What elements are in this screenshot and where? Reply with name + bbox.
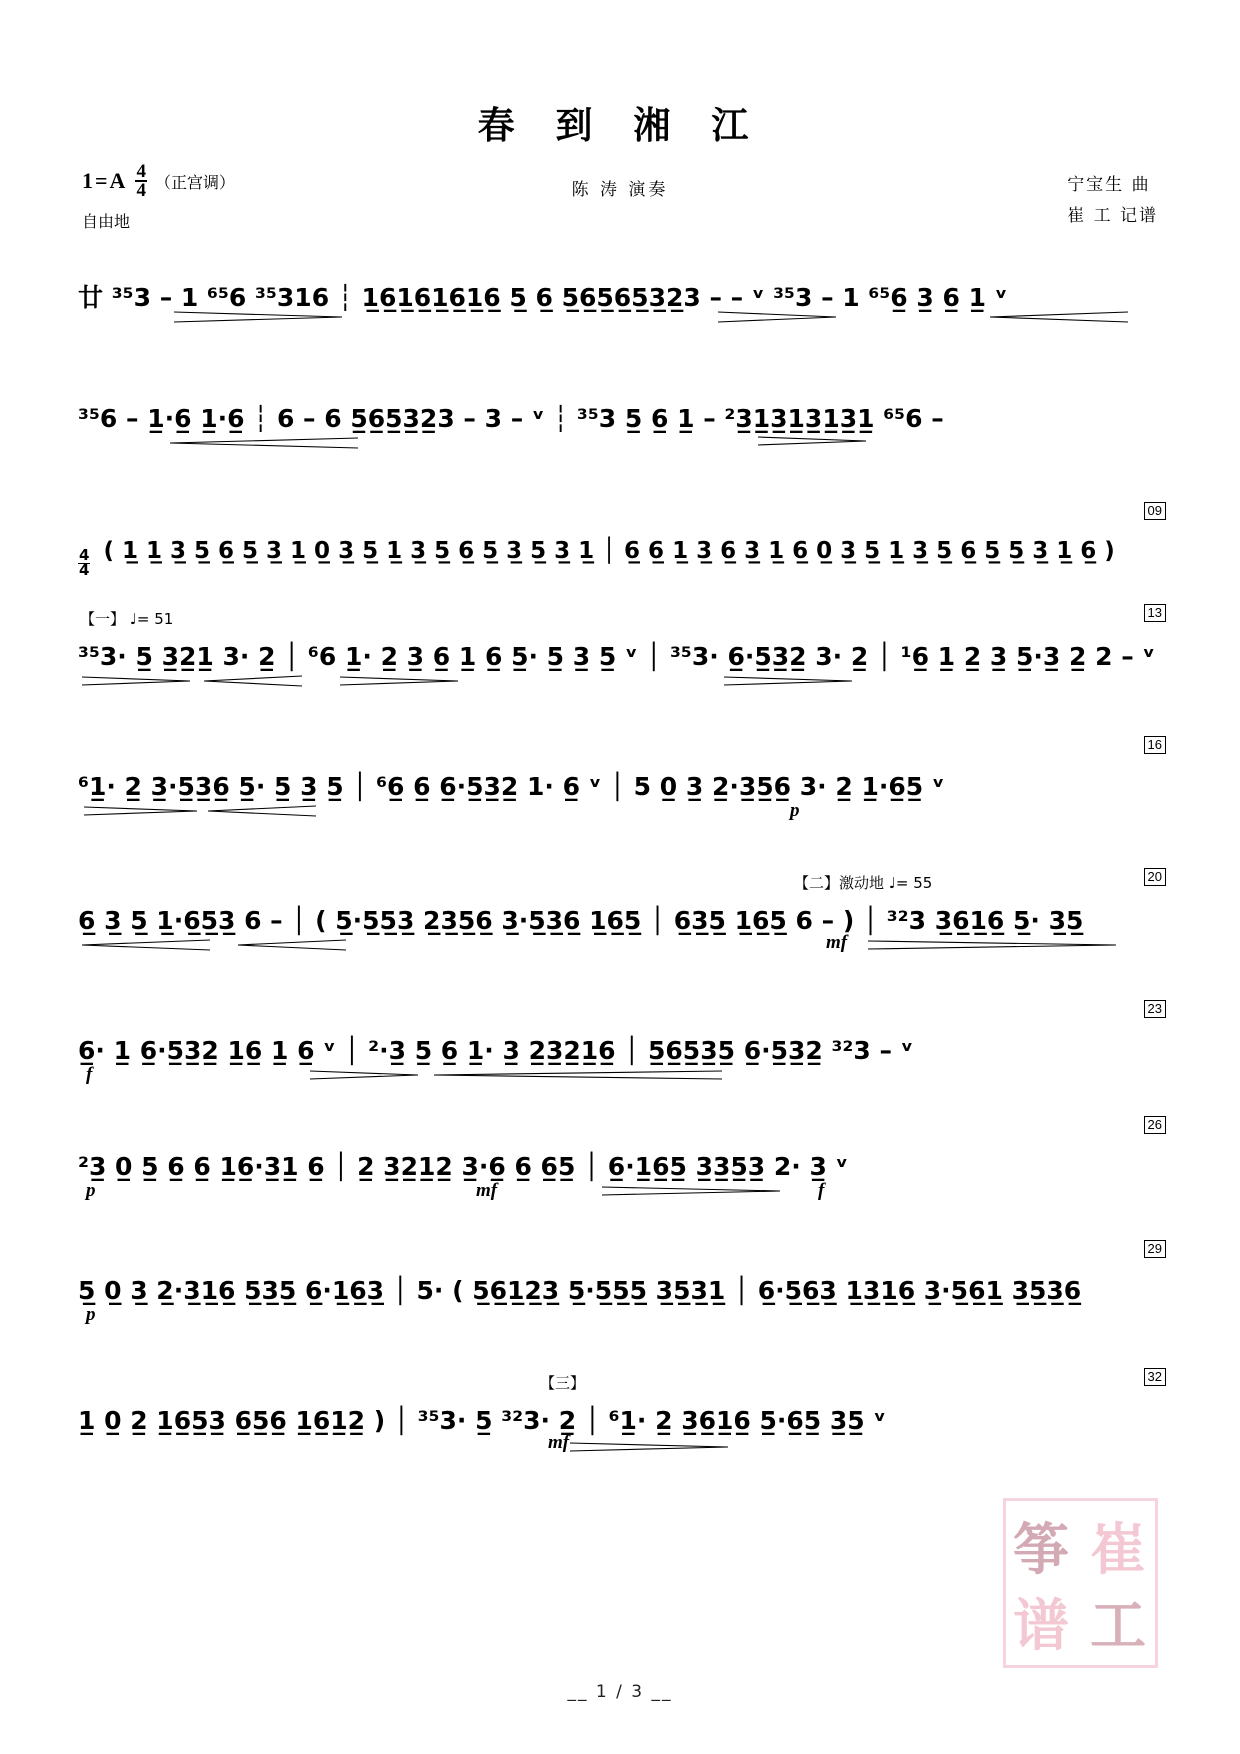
bar-number-13: 13 — [1144, 604, 1166, 622]
music-system-10 — [78, 1369, 1164, 1460]
bar-number-32: 32 — [1144, 1368, 1166, 1386]
music-system-8 — [78, 1117, 1164, 1208]
watermark-char-4: 工 — [1090, 1594, 1146, 1659]
crescendo-hairpin — [602, 1184, 782, 1194]
music-notes-8: ²3̲ 0̲ 5̲ 6̲ 6̲ 1̲6̲·3̲1̲ 6̲ │ 2̲ 3̲2̲1̲2̲ 3̲·6̲ 6̲ 6̲5̲ │ 6̲·1̲6̲5̲ 3̲3̲5̲3̲ 2· 3̲ ᵛ — [78, 1152, 849, 1181]
performer-credit: 陈 涛 演奏 — [571, 180, 669, 200]
music-system-9 — [78, 1241, 1164, 1332]
bar-number-16: 16 — [1144, 736, 1166, 754]
dynamic-p: p — [86, 1304, 96, 1325]
music-system-1 — [78, 252, 1164, 338]
crescendo-hairpin — [340, 674, 460, 684]
section-label-2: 【二】激动地 — [794, 874, 885, 892]
bar-number-26: 26 — [1144, 1116, 1166, 1134]
page-title: 春 到 湘 江 — [477, 104, 763, 147]
dynamic-p: p — [790, 800, 800, 821]
music-notes-3 — [78, 538, 1164, 577]
dynamic-mf: mf — [476, 1180, 498, 1201]
key-prefix: 1 — [82, 168, 93, 194]
crescendo-hairpin — [758, 434, 868, 444]
dynamic-f: f — [86, 1064, 93, 1085]
crescendo-hairpin — [84, 804, 199, 814]
crescendo-hairpin — [310, 1068, 420, 1078]
music-system-3 — [78, 503, 1164, 584]
music-notes-2: ³⁵6 – 1̲·6̲ 1̲·6̲ ┆ 6 – 6 5̲6̲5̲3̲2̲3 – 3 – ᵛ ┆ ³⁵3 5̲ 6̲ 1̲ – ²3̲1̲3̲1̲3̲1̲3̲1̲ ⁶⁵6 – — [78, 404, 944, 433]
watermark-char-3: 谱 — [1013, 1594, 1069, 1659]
watermark-char-1: 筝 — [1013, 1518, 1069, 1583]
music-notes-9: 5̲ 0̲ 3̲ 2̲·3̲1̲6̲ 5̲3̲5̲ 6̲·1̲6̲3̲ │ 5· ( 5̲6̲1̲2̲3̲ 5̲·5̲5̲5̲ 3̲5̲3̲1̲ │ 6̲·5̲6̲3̲ 1̲3̲1̲6̲ 3̲·5̲6̲1̲ 3̲5̲3̲6̲ — [78, 1276, 1082, 1305]
watermark-char-2: 崔 — [1090, 1518, 1146, 1583]
dynamic-p: p — [86, 1180, 96, 1201]
section-marking-1 — [80, 608, 173, 629]
header-meta-right — [1067, 170, 1158, 233]
tempo-free-marking: 自由地 — [82, 211, 131, 231]
section-tempo-2: ♩= 55 — [888, 874, 933, 892]
crescendo-hairpin — [868, 938, 1118, 948]
section-marking-3 — [540, 1372, 585, 1393]
bar-number-09: 09 — [1144, 502, 1166, 520]
crescendo-hairpin — [724, 674, 854, 684]
key-value: A — [109, 168, 126, 194]
composer-credit: 宁宝生 曲 — [1067, 175, 1151, 195]
dynamic-mf: mf — [826, 932, 848, 953]
dynamic-mf: mf — [548, 1432, 570, 1453]
diminuendo-hairpin — [434, 1068, 724, 1078]
music-system-4 — [78, 605, 1164, 696]
page-number: __ 1 / 3 __ — [567, 1682, 673, 1702]
music-system-2 — [78, 378, 1164, 464]
dynamic-f: f — [818, 1180, 825, 1201]
music-notes-6: 6̲ 3̲ 5̲ 1̲·6̲5̲3̲ 6 – │ ( 5̲·5̲5̲3̲ 2̲3̲5̲6̲ 3̲·5̲3̲6̲ 1̲6̲5̲ │ 6̲3̲5̲ 1̲6̲5̲ 6 – ) │ ³²3 3̲6̲1̲6̲ 5̲· 3̲5̲ — [78, 906, 1084, 935]
diminuendo-hairpin — [204, 674, 304, 684]
music-notes-3-text: ( 1̲ 1̲ 3̲ 5̲ 6̲ 5̲ 3̲ 1̲ 0̲ 3̲ 5̲ 1̲ 3̲ 5̲ 6̲ 5̲ 3̲ 5̲ 3̲ 1̲ │ 6̲ 6̲ 1̲ 3̲ 6̲ 3̲ 1̲ 6̲ 0̲ 3̲ 5̲ 1̲ 3̲ 5̲ 6̲ 5̲ 5̲ 3̲ 1̲ 6̲ ) — [103, 538, 1115, 564]
diminuendo-hairpin — [208, 804, 318, 814]
key-equals: = — [95, 168, 108, 194]
section-label-3: 【三】 — [540, 1374, 586, 1392]
time-signature-bottom: 4 — [136, 180, 146, 202]
diminuendo-hairpin — [238, 938, 348, 948]
mode-note: （正宫调） — [154, 172, 235, 192]
diminuendo-hairpin — [990, 310, 1130, 320]
section-tempo-1: ♩= 51 — [129, 610, 174, 628]
music-system-6 — [78, 869, 1164, 960]
music-system-5 — [78, 737, 1164, 828]
time-signature-bottom: 4 — [79, 560, 90, 579]
music-notes-10: 1̲ 0̲ 2̲ 1̲6̲5̲3̲ 6̲5̲6̲ 1̲6̲1̲2̲ ) │ ³⁵3· 5̲ ³²3· 2̲ │ ⁶1̲· 2̲ 3̲6̲1̲6̲ 5̲·6̲5̲ 3̲5̲ ᵛ — [78, 1406, 886, 1435]
transcriber-credit: 崔 工 记谱 — [1067, 206, 1158, 227]
music-notes-1: 廿 ³⁵3 – 1 ⁶⁵6 ³⁵316 ┆ 1̲6̲1̲6̲1̲6̲1̲6̲ 5̲ 6̲ 5̲6̲5̲6̲5̲3̲2̲3 – – ᵛ ³⁵3 – 1 ⁶⁵6̲ 3̲ 6̲ 1̲ ᵛ — [78, 283, 1008, 312]
bar-number-20: 20 — [1144, 868, 1166, 886]
time-signature-top: 4 — [79, 546, 90, 564]
music-notes-5: ⁶1̲· 2̲ 3̲·5̲3̲6̲ 5̲· 5̲ 3̲ 5̲ │ ⁶6̲ 6̲ 6̲·5̲3̲2̲ 1· 6̲ ᵛ │ 5 0̲ 3̲ 2̲·3̲5̲6̲ 3· 2̲ 1̲·6̲5̲ ᵛ — [78, 772, 945, 801]
section-label-1: 【一】 — [80, 610, 126, 628]
crescendo-hairpin — [174, 310, 344, 320]
watermark — [1003, 1498, 1158, 1668]
bar-number-23: 23 — [1144, 1000, 1166, 1018]
bar-number-29: 29 — [1144, 1240, 1166, 1258]
time-signature-top: 4 — [136, 161, 146, 182]
time-signature-inline — [78, 546, 90, 579]
diminuendo-hairpin — [170, 436, 360, 446]
crescendo-hairpin — [82, 674, 192, 684]
watermark-frame — [1003, 1498, 1158, 1668]
music-system-7 — [78, 1001, 1164, 1092]
crescendo-hairpin — [718, 310, 838, 320]
music-notes-4: ³⁵3· 5̲ 3̲2̲1̲ 3· 2̲ │ ⁶6 1̲· 2̲ 3̲ 6̲ 1̲ 6̲ 5̲· 5̲ 3̲ 5̲ ᵛ │ ³⁵3· 6̲·5̲3̲2̲ 3· 2̲ │ ¹6̲ 1̲ 2̲ 3̲ 5̲·3̲ 2̲ 2 – ᵛ — [78, 642, 1155, 671]
crescendo-hairpin — [570, 1440, 730, 1450]
music-notes-7: 6̲· 1̲ 6̲·5̲3̲2̲ 1̲6̲ 1̲ 6̲ ᵛ │ ²·3̲ 5̲ 6̲ 1̲· 3̲ 2̲3̲2̲1̲6̲ │ 5̲6̲5̲3̲5̲ 6̲·5̲3̲2̲ ³²3 – ᵛ — [78, 1036, 914, 1065]
diminuendo-hairpin — [82, 938, 212, 948]
section-marking-2 — [794, 872, 932, 893]
